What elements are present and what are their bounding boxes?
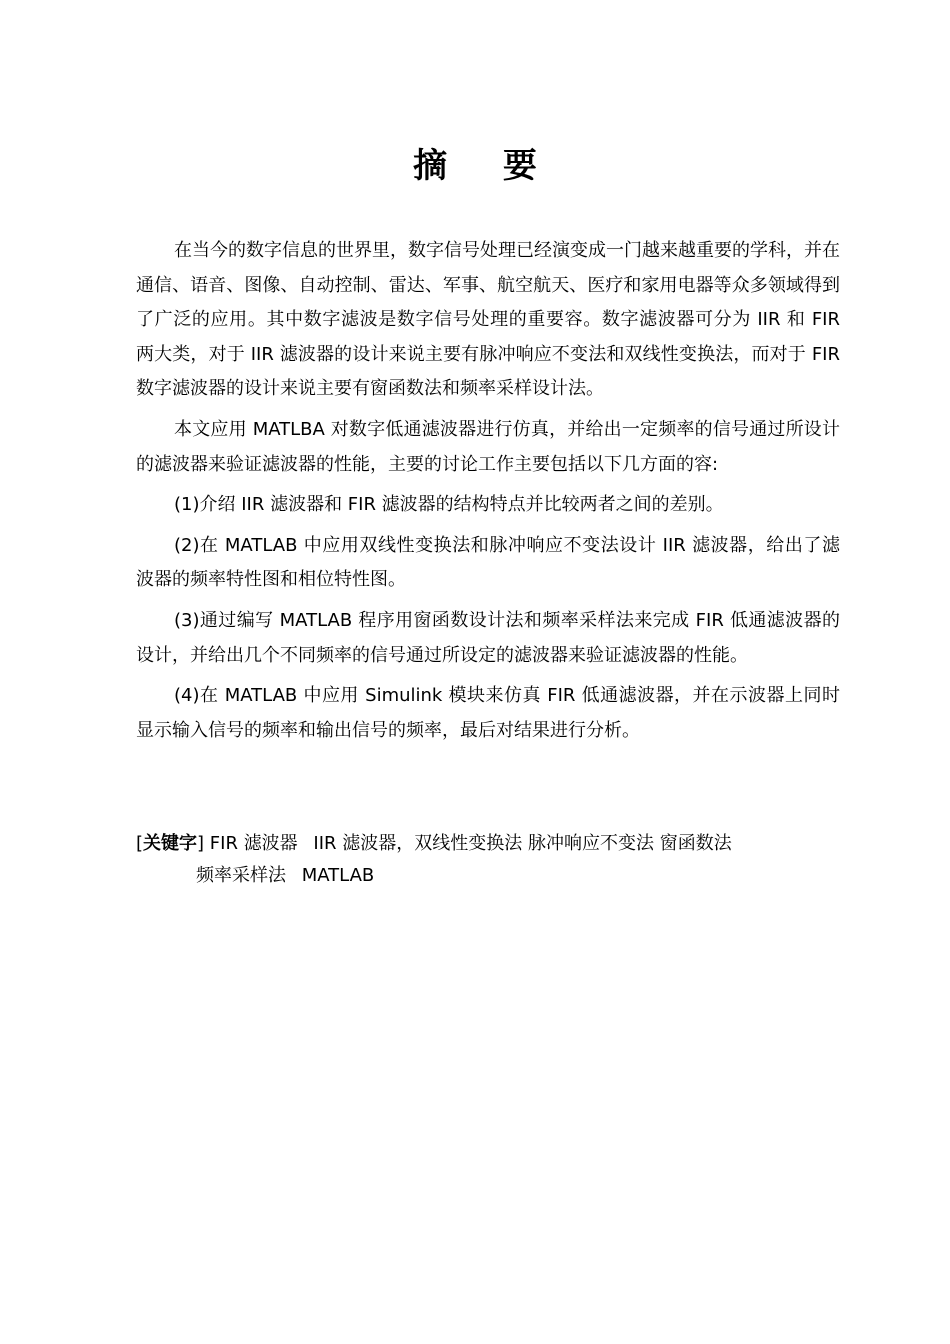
keywords-section <box>136 828 840 892</box>
keywords-label: 关键字 <box>143 833 198 854</box>
keyword-item: IIR 滤波器，双线性变换法 <box>313 833 523 854</box>
paragraph-item-3: (3)通过编写 MATLAB 程序用窗函数设计法和频率采样法来完成 FIR 低通滤波器的设计，并给出几个不同频率的信号通过所设定的滤波器来验证滤波器的性能。 <box>136 609 840 666</box>
paragraph-intro: 在当今的数字信息的世界里，数字信号处理已经演变成一门越来越重要的学科，并在通信、语音、图像、自动控制、雷达、军事、航空航天、医疗和家用电器等众多领域得到了广泛的应用。其中数字滤波是数字信号处理的重要容。数字滤波器可分为 IIR 和 FIR 两大类，对于 IIR 滤波器的设计来说主要有脉冲响应不变法和双线性变换法，而对于 FIR 数字滤波器的设计来说主要有窗函数法和频率采样设计法。 <box>136 240 840 400</box>
keywords-open-bracket: [ <box>136 833 144 854</box>
keyword-item: 频率采样法 <box>196 865 286 886</box>
keywords-close-bracket: ] <box>197 833 205 854</box>
keywords-line-2 <box>136 860 840 892</box>
keyword-item: 窗函数法 <box>659 833 732 854</box>
paragraph-item-2: (2)在 MATLAB 中应用双线性变换法和脉冲响应不变法设计 IIR 滤波器，给出了滤波器的频率特性图和相位特性图。 <box>136 534 840 591</box>
paragraph-scope: 本文应用 MATLBA 对数字低通滤波器进行仿真，并给出一定频率的信号通过所设计的滤波器来验证滤波器的性能，主要的讨论工作主要包括以下几方面的容: <box>136 418 840 475</box>
keyword-item: 脉冲响应不变法 <box>528 833 655 854</box>
keyword-item: MATLAB <box>301 865 375 886</box>
keywords-line-1 <box>136 828 840 860</box>
keyword-item: FIR 滤波器 <box>209 833 298 854</box>
page-title: 摘 要 <box>413 146 559 186</box>
abstract-body <box>136 234 840 754</box>
paragraph-item-1: (1)介绍 IIR 滤波器和 FIR 滤波器的结构特点并比较两者之间的差别。 <box>174 494 724 516</box>
paragraph-item-4: (4)在 MATLAB 中应用 Simulink 模块来仿真 FIR 低通滤波器，并在示波器上同时显示输入信号的频率和输出信号的频率，最后对结果进行分析。 <box>136 685 840 741</box>
